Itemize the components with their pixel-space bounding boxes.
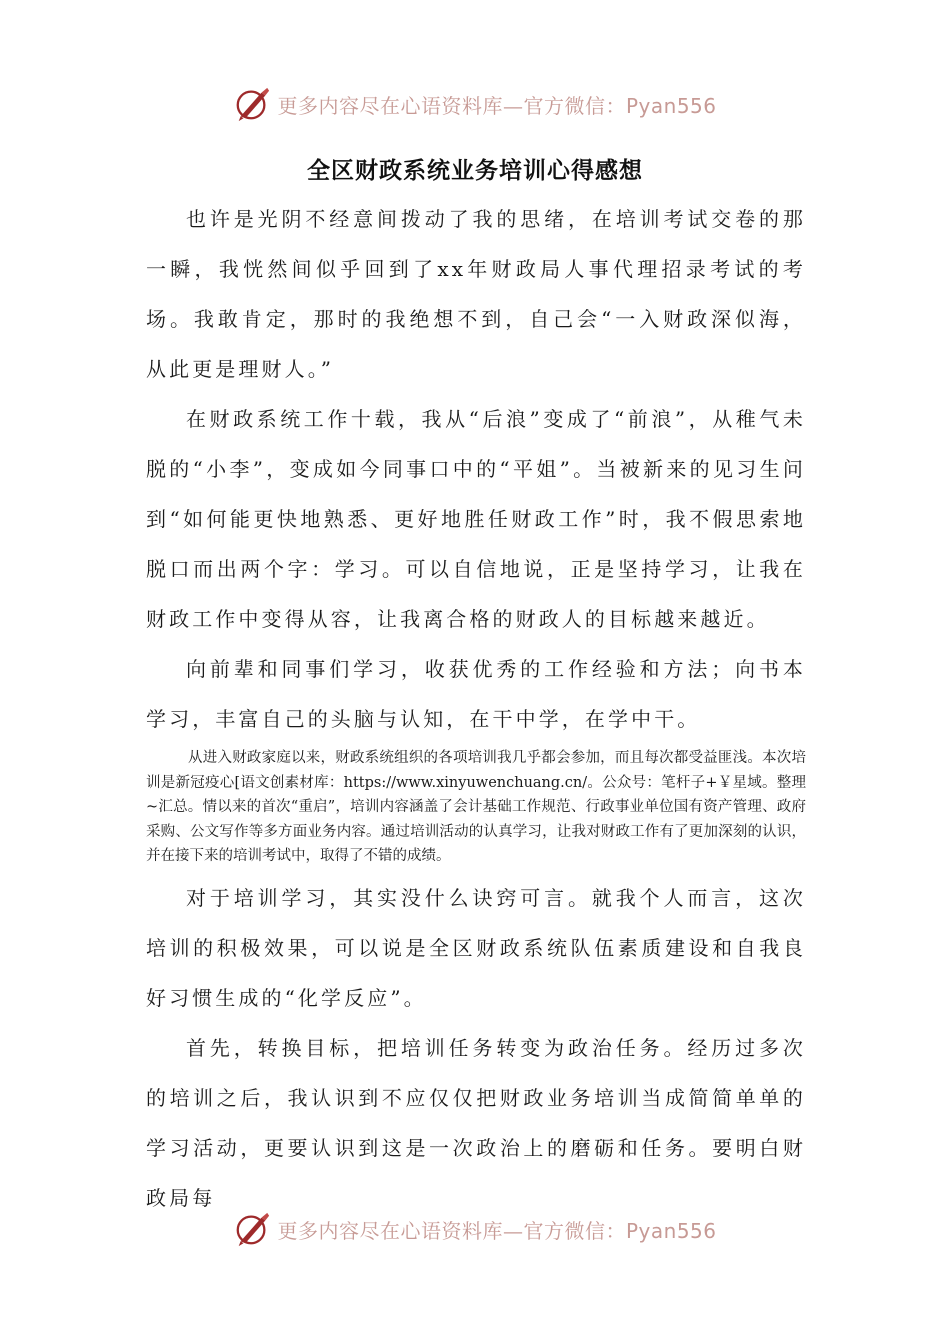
paragraph-5: 首先，转换目标，把培训任务转变为政治任务。经历过多次的培训之后，我认识到不应仅仅把财政业务培训当成简简单单的学习活动，更要认识到这是一次政治上的磨砺和任务。要明白财政局每 xyxy=(146,1035,806,1210)
watermark-banner-top xyxy=(0,82,950,126)
watermark-wechat-id: Pyan556 xyxy=(625,93,717,118)
pen-logo-icon xyxy=(233,1210,271,1248)
watermark-main-text: 更多内容尽在心语资料库—官方微信： xyxy=(277,1218,626,1243)
paragraph-3: 向前辈和同事们学习，收获优秀的工作经验和方法；向书本学习，丰富自己的头脑与认知，在干中学，在学中干。 xyxy=(146,657,806,731)
paragraph-small-inserted: 从进入财政家庭以来，财政系统组织的各项培训我几乎都会参加，而且每次都受益匪浅。本次培训是新冠疫心[语文创素材库：https://www.xinyuwenchuang.cn/。公众号：笔杆子+￥星域。整理~汇总。情以来的首次“重启”，培训内容涵盖了会计基础工作规范、行政事业单位国有资产管理、政府采购、公文写作等多方面业务内容。通过培训活动的认真学习，让我对财政工作有了更加深刻的认识，并在接下来的培训考试中，取得了不错的成绩。 xyxy=(146,750,806,864)
document-title: 全区财政系统业务培训心得感想 xyxy=(307,157,643,184)
document-body xyxy=(146,194,806,1223)
watermark-text xyxy=(277,90,716,119)
watermark-main-text: 更多内容尽在心语资料库—官方微信： xyxy=(277,93,626,118)
paragraph-4: 对于培训学习，其实没什么诀窍可言。就我个人而言，这次培训的积极效果，可以说是全区财政系统队伍素质建设和自我良好习惯生成的“化学反应”。 xyxy=(146,885,806,1010)
paragraph-1: 也许是光阴不经意间拨动了我的思绪，在培训考试交卷的那一瞬，我恍然间似乎回到了xx年财政局人事代理招录考试的考场。我敢肯定，那时的我绝想不到，自己会“一入财政深似海，从此更是理财人。” xyxy=(146,207,806,381)
watermark-wechat-id: Pyan556 xyxy=(625,1218,717,1243)
watermark-banner-bottom xyxy=(0,1207,950,1251)
pen-logo-icon xyxy=(233,85,271,123)
paragraph-2: 在财政系统工作十载，我从“后浪”变成了“前浪”，从稚气未脱的“小李”，变成如今同事口中的“平姐”。当被新来的见习生问到“如何能更快地熟悉、更好地胜任财政工作”时，我不假思索地脱口而出两个字：学习。可以自信地说，正是坚持学习，让我在财政工作中变得从容，让我离合格的财政人的目标越来越近。 xyxy=(146,407,806,631)
watermark-text xyxy=(277,1215,716,1244)
